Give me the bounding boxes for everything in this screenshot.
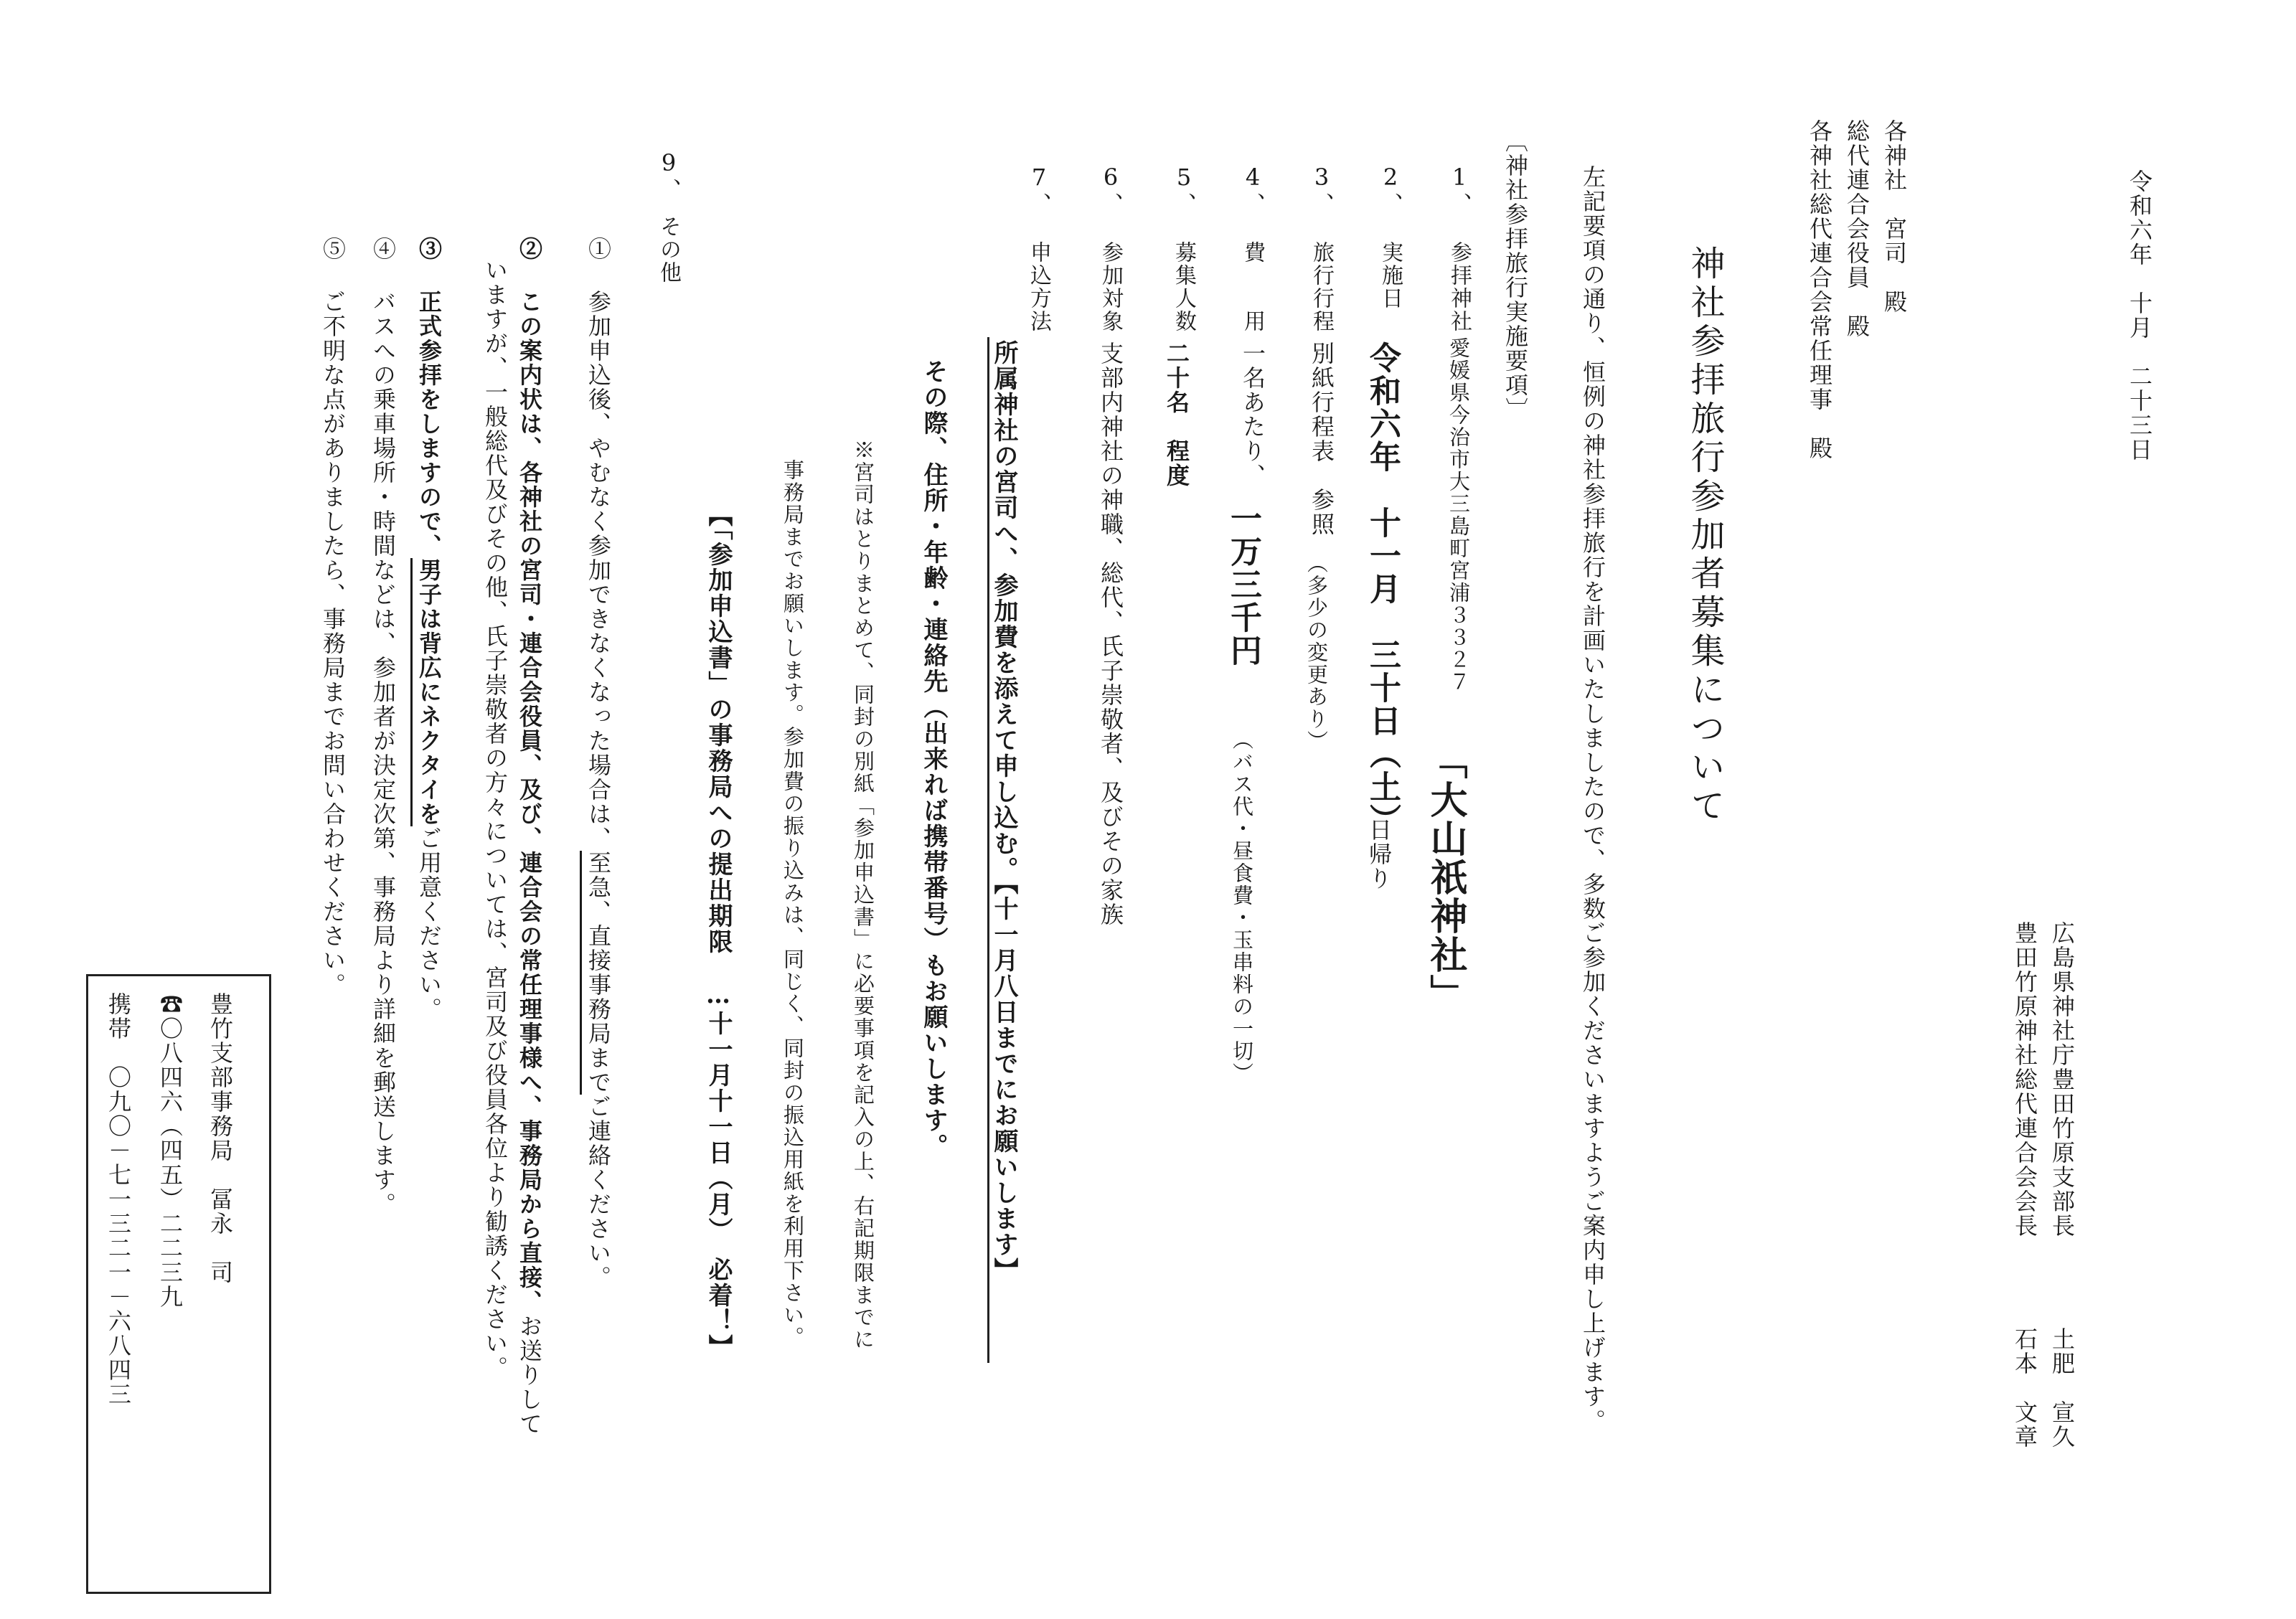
item-7-note-1: ※宮司はとりまとめて、同封の別紙「参加申込書」に必要事項を記入の上、右記期限までに: [851, 439, 875, 1351]
item-1-shrine: 「大山祇神社」: [1424, 742, 1467, 1013]
item-1-label: 参拝神社: [1446, 241, 1472, 333]
item-4-amount: 一万三千円: [1225, 502, 1261, 667]
item-3-note: （多少の変更あり）: [1304, 552, 1329, 752]
item-6-label: 参加対象: [1098, 241, 1123, 333]
item-3-text: 別紙行程表 参照: [1308, 341, 1335, 537]
item-4-prefix: 一名あたり、: [1239, 341, 1266, 488]
sender-name-1: 土肥 宣久: [2048, 1327, 2076, 1449]
contact-tel: ☎〇八四六（四五）二二三九: [156, 992, 184, 1309]
item-6-number: 6、: [1097, 164, 1124, 217]
item-3-label: 旅行行程: [1309, 241, 1334, 333]
item-5-number: 5、: [1170, 164, 1198, 217]
other-item-1-c: ご連絡ください。: [585, 1095, 612, 1290]
addressee-3: 各神社総代連合会常任理事 殿: [1806, 119, 1833, 461]
item-1-number: 1、: [1446, 164, 1473, 217]
other-item-3-a: ③ 正式参拝をしますので、: [415, 237, 443, 558]
item-3-number: 3、: [1308, 164, 1335, 217]
addressee-2: 総代連合会役員 殿: [1843, 119, 1871, 339]
other-item-2-cont: いますが、一般総代及びその他、氏子崇敬者の方々については、宮司及び役員各位より勧誘ください。: [481, 258, 509, 1380]
item-7-note-2: 事務局までお願いします。参加費の振り込みは、同じく、同封の振込用紙を利用下さい。: [781, 459, 805, 1349]
item-7-number: 7、: [1025, 164, 1053, 217]
other-item-4: ④ バスへの乗車場所・時間などは、参加者が決定次第、事務局より詳細を郵送します。: [370, 237, 397, 1217]
item-2-number: 2、: [1377, 164, 1404, 217]
item-1-address: 愛媛県今治市大三島町宮浦３３２７: [1446, 337, 1471, 693]
other-item-3-c: ご用意ください。: [415, 826, 443, 1021]
other-item-1: [587, 237, 610, 1290]
addressee-1: 各神社 宮司 殿: [1881, 119, 1908, 314]
other-item-3: [415, 237, 443, 1021]
contact-mobile: 携帯 〇九〇－七一三二一－六八四三: [105, 992, 132, 1407]
item-7-label: 申込方法: [1026, 241, 1051, 333]
sender-org-2: 豊田竹原神社総代連合会会長: [2011, 921, 2038, 1238]
item-2-note: 日帰り: [1365, 818, 1393, 891]
item-7-line-2: その際、住所・年齢・連絡先（出来れば携帯番号）もお願いします。: [919, 359, 948, 1159]
item-7-deadline: 【「参加申込書」の事務局への提出期限 …十一月十一日（月） 必着！】: [704, 502, 733, 1360]
item-9-label: その他: [656, 215, 681, 284]
other-item-2: [518, 237, 541, 1436]
other-item-2-b: お送りして: [516, 1314, 543, 1436]
item-2-date: 令和六年 十一月 三十日（土）: [1364, 341, 1401, 836]
item-4-note: （バス代・昼食費・玉串料の一切）: [1230, 729, 1254, 1085]
sender-name-2: 石本 文章: [2011, 1327, 2038, 1449]
outline-heading: 〔神社参拝旅行実施要項〕: [1502, 129, 1529, 422]
other-item-1-a: ① 参加申込後、やむなく参加できなくなった場合は、: [585, 237, 612, 851]
page-title: 神社参拝旅行参加者募集について: [1685, 245, 1725, 826]
item-7-line-1: 所属神社の宮司へ、参加費を添えて申し込む。【十一月八日までにお願いします】: [989, 340, 1018, 1283]
other-item-2-a: ② この案内状は、各神社の宮司・連合会役員、及び、連合会の常任理事様へ、事務局から直接、: [516, 237, 543, 1314]
intro-text: 左記要項の通り、恒例の神社参拝旅行を計画いたしましたので、多数ご参加くださいますようご案内申し上げます。: [1579, 165, 1606, 1433]
item-5-text: 二十名 程度: [1163, 341, 1190, 488]
item-5-label: 募集人数: [1171, 241, 1196, 333]
other-item-5: ⑤ ご不明な点がありましたら、事務局までお問い合わせください。: [319, 237, 347, 997]
item-2-label: 実施日: [1378, 241, 1403, 310]
other-item-1-emphasis: 至急、直接事務局まで: [585, 851, 612, 1095]
item-6-text: 支部内神社の神職、総代、氏子崇敬者、及びその家族: [1097, 341, 1124, 927]
contact-box: [86, 974, 271, 1594]
item-4-number: 4、: [1239, 164, 1266, 217]
document-date: 令和六年 十月 二十三日: [2126, 169, 2153, 462]
other-item-3-emphasis: 男子は背広にネクタイを: [415, 558, 443, 826]
sender-org-1: 広島県神社庁豊田竹原支部長: [2048, 921, 2076, 1238]
item-4-label: 費 用: [1240, 241, 1265, 333]
contact-office: 豊竹支部事務局 冨永 司: [207, 992, 234, 1285]
item-9-number: 9、: [655, 149, 682, 202]
